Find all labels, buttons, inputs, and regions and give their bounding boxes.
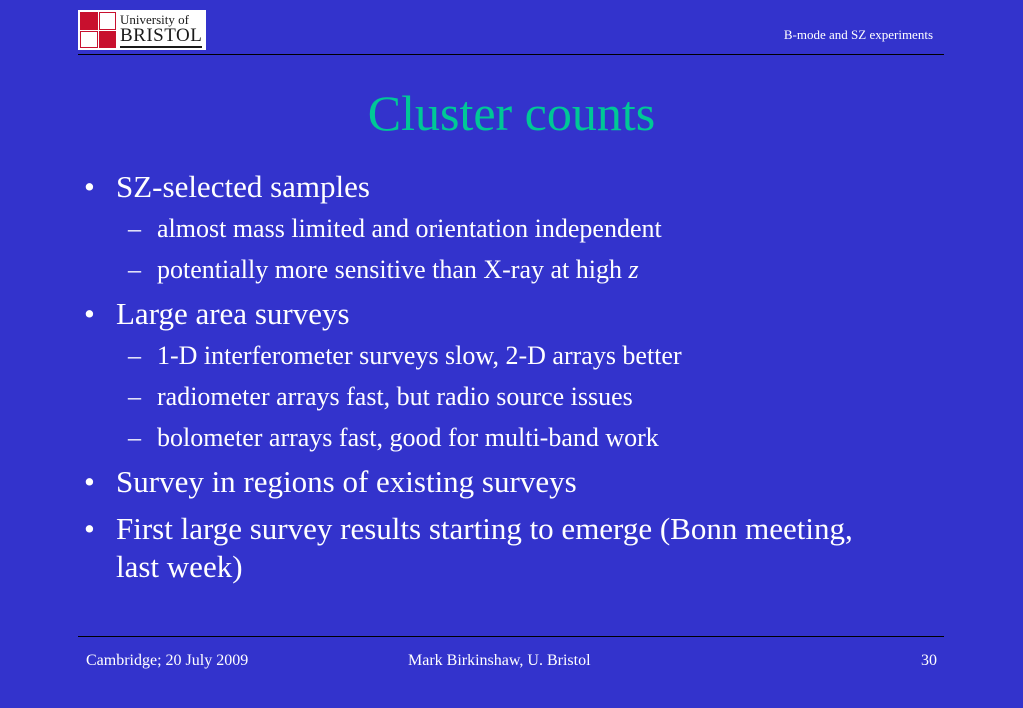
footer-venue-date: Cambridge; 20 July 2009 (86, 652, 249, 669)
bullet-text: Survey in regions of existing surveys (116, 464, 577, 499)
sub-bullet-text: 1-D interferometer surveys slow, 2-D arrays better (157, 341, 682, 370)
bullet-glyph: • (84, 464, 95, 499)
slide-title: Cluster counts (367, 85, 656, 141)
sub-bullet-item (84, 422, 874, 454)
sub-bullet-text: bolometer arrays fast, good for multi-band work (157, 423, 659, 452)
sub-bullet-item (84, 254, 874, 286)
dash-glyph: – (128, 341, 141, 370)
bullet-item (84, 295, 874, 333)
logo-line2: BRISTOL (120, 24, 203, 46)
bullet-glyph: • (84, 296, 95, 331)
logo-wordmark (120, 13, 202, 48)
dash-glyph: – (128, 423, 141, 452)
bullet-text: Large area surveys (116, 296, 350, 331)
header-divider (78, 54, 944, 55)
sub-bullet-item (84, 340, 874, 372)
sub-bullet-text: almost mass limited and orientation independent (157, 214, 662, 243)
bullet-glyph: • (84, 169, 95, 204)
bullet-item (84, 168, 874, 206)
sub-bullet-item (84, 213, 874, 245)
crest-icon (80, 12, 116, 48)
sub-bullet-text: radiometer arrays fast, but radio source issues (157, 382, 633, 411)
university-logo (78, 10, 206, 50)
sub-bullet-item (84, 381, 874, 413)
bullet-item (84, 510, 874, 586)
footer-divider (78, 636, 944, 637)
logo-line1: University of (120, 11, 189, 27)
header-title: B-mode and SZ experiments (783, 27, 933, 42)
page-number: 30 (921, 652, 937, 669)
sub-bullet-italic: z (628, 255, 639, 284)
dash-glyph: – (128, 214, 141, 243)
bullet-glyph: • (84, 511, 95, 546)
dash-glyph: – (128, 382, 141, 411)
footer-author: Mark Birkinshaw, U. Bristol (408, 652, 591, 669)
sub-bullet-text: potentially more sensitive than X-ray at high (157, 255, 629, 284)
bullet-text: SZ-selected samples (116, 169, 370, 204)
dash-glyph: – (128, 255, 141, 284)
bullet-text: First large survey results starting to emerge (Bonn meeting, last week) (116, 511, 853, 584)
bullet-item (84, 463, 874, 501)
slide-content (84, 168, 874, 595)
